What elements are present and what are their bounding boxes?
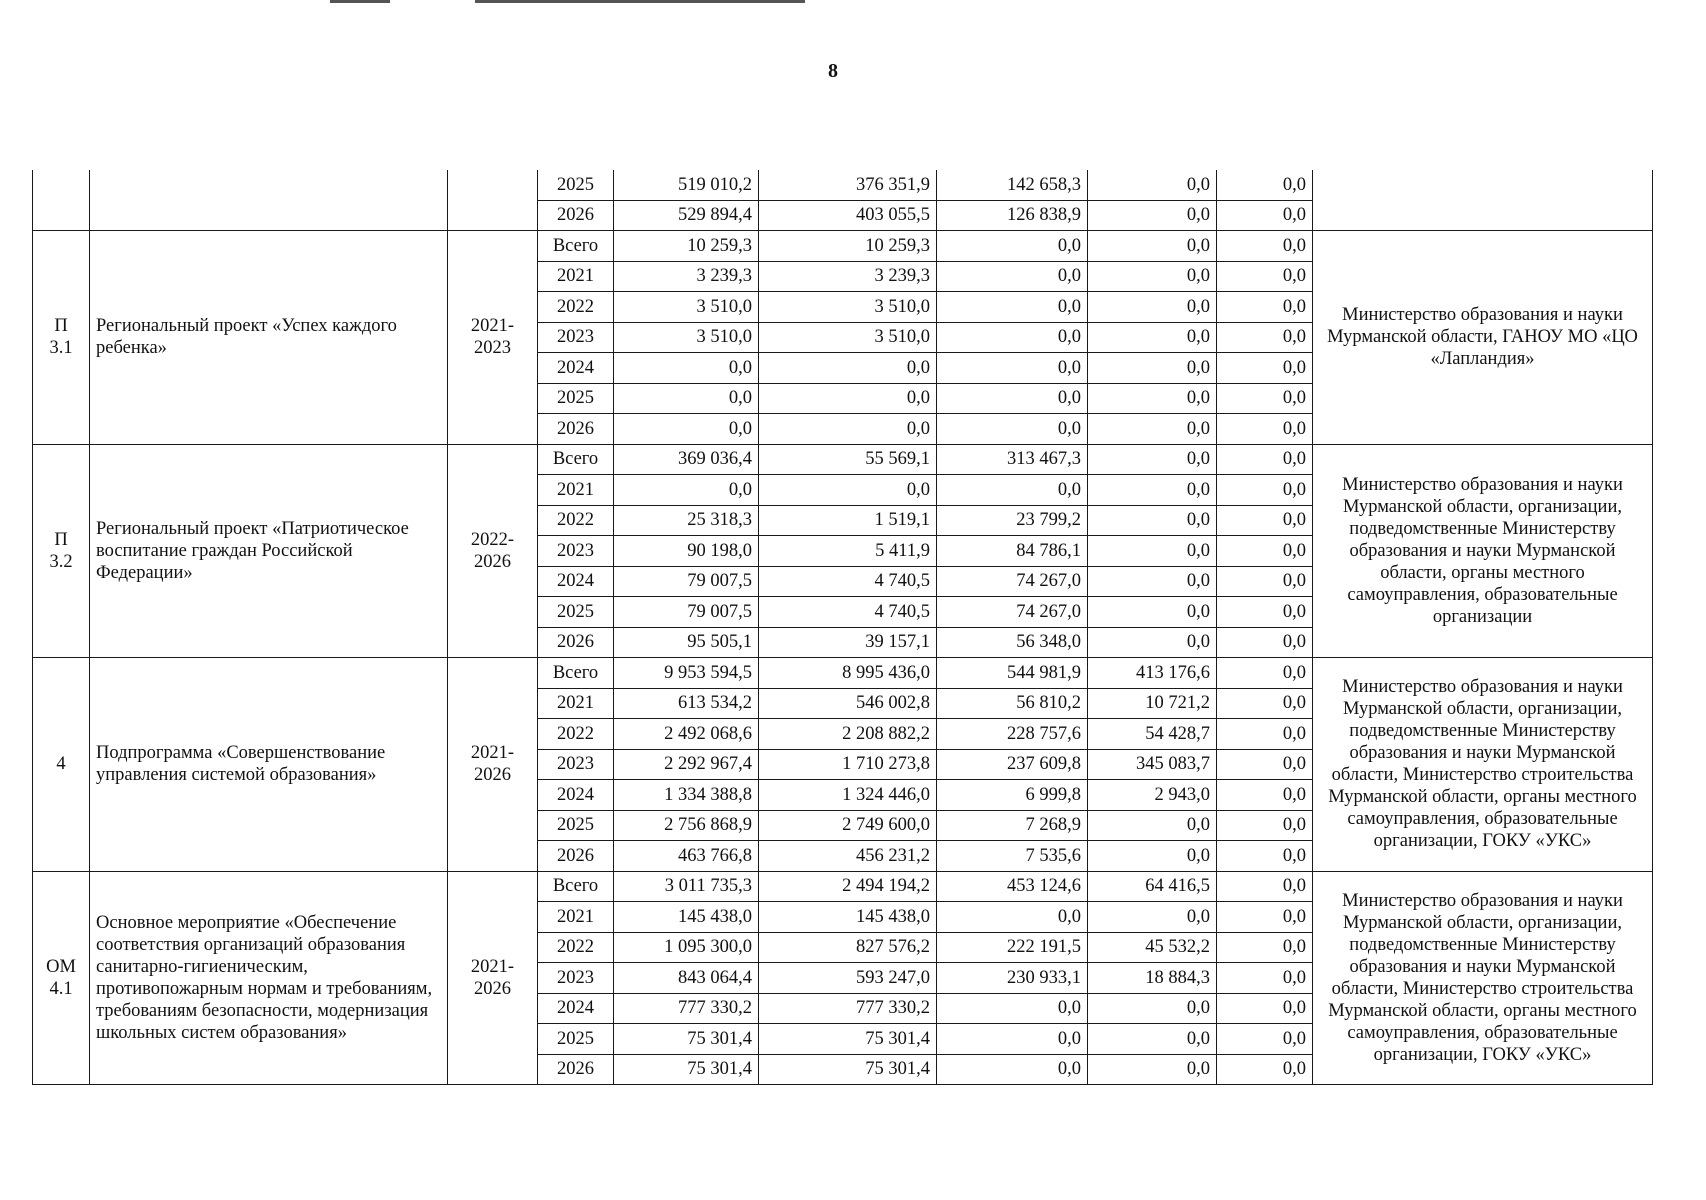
scan-artifact-line	[330, 0, 390, 3]
value-cell: 529 894,4	[614, 200, 759, 231]
value-cell: 6 999,8	[937, 780, 1088, 811]
value-cell: 313 467,3	[937, 444, 1088, 475]
value-cell: 0,0	[1217, 292, 1313, 323]
value-cell: 54 428,7	[1088, 719, 1217, 750]
value-cell: 84 786,1	[937, 536, 1088, 567]
value-cell: 2 749 600,0	[759, 810, 937, 841]
year-cell: 2022	[538, 932, 614, 963]
year-cell: 2025	[538, 170, 614, 200]
year-cell: 2022	[538, 719, 614, 750]
value-cell: 74 267,0	[937, 566, 1088, 597]
period-end: 2026	[474, 765, 511, 786]
year-cell: 2026	[538, 841, 614, 872]
value-cell: 126 838,9	[937, 200, 1088, 231]
value-cell: 0,0	[1088, 414, 1217, 445]
row-period-cell	[448, 444, 538, 658]
value-cell: 39 157,1	[759, 627, 937, 658]
year-cell: 2023	[538, 963, 614, 994]
value-cell: 3 239,3	[614, 261, 759, 292]
value-cell: 7 535,6	[937, 841, 1088, 872]
value-cell: 75 301,4	[614, 1024, 759, 1055]
value-cell: 3 239,3	[759, 261, 937, 292]
value-cell: 0,0	[1088, 536, 1217, 567]
value-cell: 0,0	[937, 993, 1088, 1024]
value-cell: 56 348,0	[937, 627, 1088, 658]
value-cell: 56 810,2	[937, 688, 1088, 719]
value-cell: 0,0	[614, 414, 759, 445]
value-cell: 777 330,2	[614, 993, 759, 1024]
value-cell: 0,0	[1088, 322, 1217, 353]
value-cell: 0,0	[1217, 993, 1313, 1024]
period-end: 2023	[474, 338, 511, 359]
value-cell: 0,0	[1217, 749, 1313, 780]
value-cell: 0,0	[1217, 170, 1313, 200]
value-cell: 0,0	[759, 475, 937, 506]
value-cell: 0,0	[614, 353, 759, 384]
value-cell: 2 494 194,2	[759, 871, 937, 902]
value-cell: 369 036,4	[614, 444, 759, 475]
value-cell: 79 007,5	[614, 566, 759, 597]
value-cell: 0,0	[1217, 1024, 1313, 1055]
responsible-cell: Министерство образования и науки Мурманской области, организации, подведомственные Министерству образования и науки Мурманской области, органы местного самоуправления, образовательные организации	[1313, 444, 1653, 658]
value-cell: 0,0	[937, 322, 1088, 353]
table-body	[33, 170, 1653, 1085]
value-cell: 145 438,0	[614, 902, 759, 933]
value-cell: 0,0	[1088, 353, 1217, 384]
value-cell: 0,0	[1088, 627, 1217, 658]
scan-artifact-line	[475, 0, 805, 3]
value-cell: 0,0	[1217, 200, 1313, 231]
value-cell: 10 721,2	[1088, 688, 1217, 719]
value-cell: 0,0	[1217, 475, 1313, 506]
value-cell: 3 510,0	[759, 322, 937, 353]
row-period-cell	[448, 871, 538, 1085]
period-start: 2021-	[470, 743, 515, 764]
year-cell: Всего	[538, 231, 614, 262]
value-cell: 0,0	[1088, 1024, 1217, 1055]
value-cell: 0,0	[937, 414, 1088, 445]
value-cell: 456 231,2	[759, 841, 937, 872]
value-cell: 0,0	[759, 383, 937, 414]
year-cell: 2021	[538, 688, 614, 719]
value-cell: 403 055,5	[759, 200, 937, 231]
value-cell: 0,0	[1088, 566, 1217, 597]
value-cell: 0,0	[1088, 597, 1217, 628]
value-cell: 10 259,3	[759, 231, 937, 262]
value-cell: 228 757,6	[937, 719, 1088, 750]
value-cell: 544 981,9	[937, 658, 1088, 689]
value-cell: 1 334 388,8	[614, 780, 759, 811]
value-cell: 0,0	[1217, 841, 1313, 872]
value-cell: 0,0	[1088, 841, 1217, 872]
table-row	[33, 871, 1653, 902]
row-number-text: 4.1	[49, 978, 73, 999]
year-cell: 2026	[538, 627, 614, 658]
year-cell: 2026	[538, 414, 614, 445]
year-cell: 2023	[538, 536, 614, 567]
value-cell: 413 176,6	[1088, 658, 1217, 689]
period-end: 2026	[474, 978, 511, 999]
value-cell: 593 247,0	[759, 963, 937, 994]
value-cell: 10 259,3	[614, 231, 759, 262]
value-cell: 0,0	[759, 414, 937, 445]
value-cell: 0,0	[759, 353, 937, 384]
budget-table	[32, 170, 1653, 1085]
row-period-cell	[448, 170, 538, 231]
year-cell: Всего	[538, 444, 614, 475]
value-cell: 0,0	[1088, 261, 1217, 292]
value-cell: 0,0	[1217, 871, 1313, 902]
value-cell: 95 505,1	[614, 627, 759, 658]
value-cell: 0,0	[1217, 231, 1313, 262]
page-number: 8	[828, 60, 838, 82]
value-cell: 0,0	[937, 1024, 1088, 1055]
value-cell: 0,0	[1217, 566, 1313, 597]
value-cell: 64 416,5	[1088, 871, 1217, 902]
value-cell: 2 208 882,2	[759, 719, 937, 750]
value-cell: 2 756 868,9	[614, 810, 759, 841]
value-cell: 18 884,3	[1088, 963, 1217, 994]
row-period-cell	[448, 658, 538, 872]
value-cell: 0,0	[1217, 932, 1313, 963]
row-name-cell: Региональный проект «Патриотическое воспитание граждан Российской Федерации»	[90, 444, 448, 658]
value-cell: 0,0	[1088, 170, 1217, 200]
year-cell: 2025	[538, 597, 614, 628]
value-cell: 613 534,2	[614, 688, 759, 719]
value-cell: 5 411,9	[759, 536, 937, 567]
year-cell: Всего	[538, 871, 614, 902]
row-name-cell: Региональный проект «Успех каждого ребенка»	[90, 231, 448, 445]
year-cell: 2023	[538, 322, 614, 353]
year-cell: 2024	[538, 780, 614, 811]
year-cell: Всего	[538, 658, 614, 689]
row-number-cell	[33, 444, 90, 658]
value-cell: 0,0	[1088, 200, 1217, 231]
value-cell: 1 324 446,0	[759, 780, 937, 811]
value-cell: 0,0	[1088, 444, 1217, 475]
value-cell: 0,0	[937, 353, 1088, 384]
year-cell: 2024	[538, 353, 614, 384]
value-cell: 0,0	[937, 383, 1088, 414]
value-cell: 0,0	[1217, 536, 1313, 567]
row-number-cell	[33, 871, 90, 1085]
value-cell: 222 191,5	[937, 932, 1088, 963]
value-cell: 74 267,0	[937, 597, 1088, 628]
value-cell: 0,0	[937, 261, 1088, 292]
value-cell: 0,0	[1217, 414, 1313, 445]
table-row	[33, 170, 1653, 200]
value-cell: 4 740,5	[759, 566, 937, 597]
value-cell: 55 569,1	[759, 444, 937, 475]
value-cell: 376 351,9	[759, 170, 937, 200]
table-row	[33, 231, 1653, 262]
responsible-cell: Министерство образования и науки Мурманской области, организации, подведомственные Министерству образования и науки Мурманской области, Министерство строительства Мурманской области, органы местного самоуправления, образовательные организации, ГОКУ «УКС»	[1313, 871, 1653, 1085]
value-cell: 3 510,0	[614, 322, 759, 353]
year-cell: 2026	[538, 200, 614, 231]
value-cell: 45 532,2	[1088, 932, 1217, 963]
value-cell: 0,0	[614, 383, 759, 414]
row-number-text: 4	[56, 754, 66, 775]
value-cell: 2 292 967,4	[614, 749, 759, 780]
row-name-cell	[90, 170, 448, 231]
value-cell: 0,0	[1217, 963, 1313, 994]
value-cell: 0,0	[1217, 902, 1313, 933]
value-cell: 0,0	[1217, 688, 1313, 719]
period-start: 2021-	[470, 956, 515, 977]
value-cell: 145 438,0	[759, 902, 937, 933]
value-cell: 843 064,4	[614, 963, 759, 994]
responsible-cell: Министерство образования и науки Мурманской области, организации, подведомственные Министерству образования и науки Мурманской области, Министерство строительства Мурманской области, органы местного самоуправления, образовательные организации, ГОКУ «УКС»	[1313, 658, 1653, 872]
value-cell: 0,0	[937, 292, 1088, 323]
value-cell: 0,0	[937, 475, 1088, 506]
row-number-cell	[33, 170, 90, 231]
period-start: 2022-	[470, 529, 515, 550]
period-start: 2021-	[470, 316, 515, 337]
responsible-cell	[1313, 170, 1653, 231]
year-cell: 2021	[538, 475, 614, 506]
value-cell: 0,0	[937, 231, 1088, 262]
value-cell: 0,0	[1217, 597, 1313, 628]
value-cell: 0,0	[1217, 1054, 1313, 1085]
year-cell: 2025	[538, 810, 614, 841]
value-cell: 3 510,0	[614, 292, 759, 323]
year-cell: 2025	[538, 1024, 614, 1055]
year-cell: 2021	[538, 261, 614, 292]
value-cell: 3 011 735,3	[614, 871, 759, 902]
value-cell: 0,0	[1217, 444, 1313, 475]
row-name-cell: Подпрограмма «Совершенствование управления системой образования»	[90, 658, 448, 872]
year-cell: 2026	[538, 1054, 614, 1085]
value-cell: 0,0	[1217, 383, 1313, 414]
value-cell: 75 301,4	[614, 1054, 759, 1085]
value-cell: 230 933,1	[937, 963, 1088, 994]
value-cell: 1 095 300,0	[614, 932, 759, 963]
row-number-text: П	[54, 529, 68, 550]
value-cell: 75 301,4	[759, 1054, 937, 1085]
table-row	[33, 444, 1653, 475]
value-cell: 0,0	[1088, 993, 1217, 1024]
value-cell: 1 519,1	[759, 505, 937, 536]
value-cell: 0,0	[1217, 719, 1313, 750]
year-cell: 2024	[538, 566, 614, 597]
value-cell: 0,0	[1088, 1054, 1217, 1085]
value-cell: 0,0	[1217, 627, 1313, 658]
value-cell: 23 799,2	[937, 505, 1088, 536]
row-number-text: 3.2	[49, 551, 73, 572]
value-cell: 0,0	[614, 475, 759, 506]
value-cell: 0,0	[1088, 505, 1217, 536]
row-period-cell	[448, 231, 538, 445]
value-cell: 2 492 068,6	[614, 719, 759, 750]
value-cell: 142 658,3	[937, 170, 1088, 200]
value-cell: 0,0	[1217, 780, 1313, 811]
row-number-cell	[33, 231, 90, 445]
period-end: 2026	[474, 551, 511, 572]
year-cell: 2022	[538, 292, 614, 323]
value-cell: 7 268,9	[937, 810, 1088, 841]
value-cell: 0,0	[1088, 475, 1217, 506]
value-cell: 345 083,7	[1088, 749, 1217, 780]
value-cell: 79 007,5	[614, 597, 759, 628]
responsible-cell: Министерство образования и науки Мурманской области, ГАНОУ МО «ЦО «Лапландия»	[1313, 231, 1653, 445]
value-cell: 4 740,5	[759, 597, 937, 628]
year-cell: 2025	[538, 383, 614, 414]
value-cell: 8 995 436,0	[759, 658, 937, 689]
value-cell: 0,0	[1217, 261, 1313, 292]
value-cell: 0,0	[937, 902, 1088, 933]
value-cell: 75 301,4	[759, 1024, 937, 1055]
value-cell: 90 198,0	[614, 536, 759, 567]
value-cell: 0,0	[1088, 383, 1217, 414]
year-cell: 2023	[538, 749, 614, 780]
value-cell: 0,0	[1217, 658, 1313, 689]
value-cell: 0,0	[1217, 322, 1313, 353]
value-cell: 0,0	[1088, 292, 1217, 323]
value-cell: 0,0	[1217, 505, 1313, 536]
value-cell: 1 710 273,8	[759, 749, 937, 780]
row-name-cell: Основное мероприятие «Обеспечение соответствия организаций образования санитарно-гигиеническим, противопожарным нормам и требованиям, требованиям безопасности, модернизация школьных систем образования»	[90, 871, 448, 1085]
value-cell: 25 318,3	[614, 505, 759, 536]
year-cell: 2021	[538, 902, 614, 933]
value-cell: 9 953 594,5	[614, 658, 759, 689]
value-cell: 463 766,8	[614, 841, 759, 872]
value-cell: 519 010,2	[614, 170, 759, 200]
year-cell: 2022	[538, 505, 614, 536]
value-cell: 0,0	[1088, 810, 1217, 841]
value-cell: 0,0	[1088, 902, 1217, 933]
value-cell: 546 002,8	[759, 688, 937, 719]
value-cell: 237 609,8	[937, 749, 1088, 780]
value-cell: 827 576,2	[759, 932, 937, 963]
year-cell: 2024	[538, 993, 614, 1024]
value-cell: 0,0	[1088, 231, 1217, 262]
value-cell: 0,0	[1217, 353, 1313, 384]
value-cell: 453 124,6	[937, 871, 1088, 902]
row-number-text: ОМ	[46, 956, 76, 977]
row-number-text: П	[54, 316, 68, 337]
value-cell: 0,0	[937, 1054, 1088, 1085]
row-number-text: 3.1	[49, 338, 73, 359]
value-cell: 2 943,0	[1088, 780, 1217, 811]
value-cell: 0,0	[1217, 810, 1313, 841]
row-number-cell	[33, 658, 90, 872]
table-row	[33, 658, 1653, 689]
value-cell: 777 330,2	[759, 993, 937, 1024]
value-cell: 3 510,0	[759, 292, 937, 323]
